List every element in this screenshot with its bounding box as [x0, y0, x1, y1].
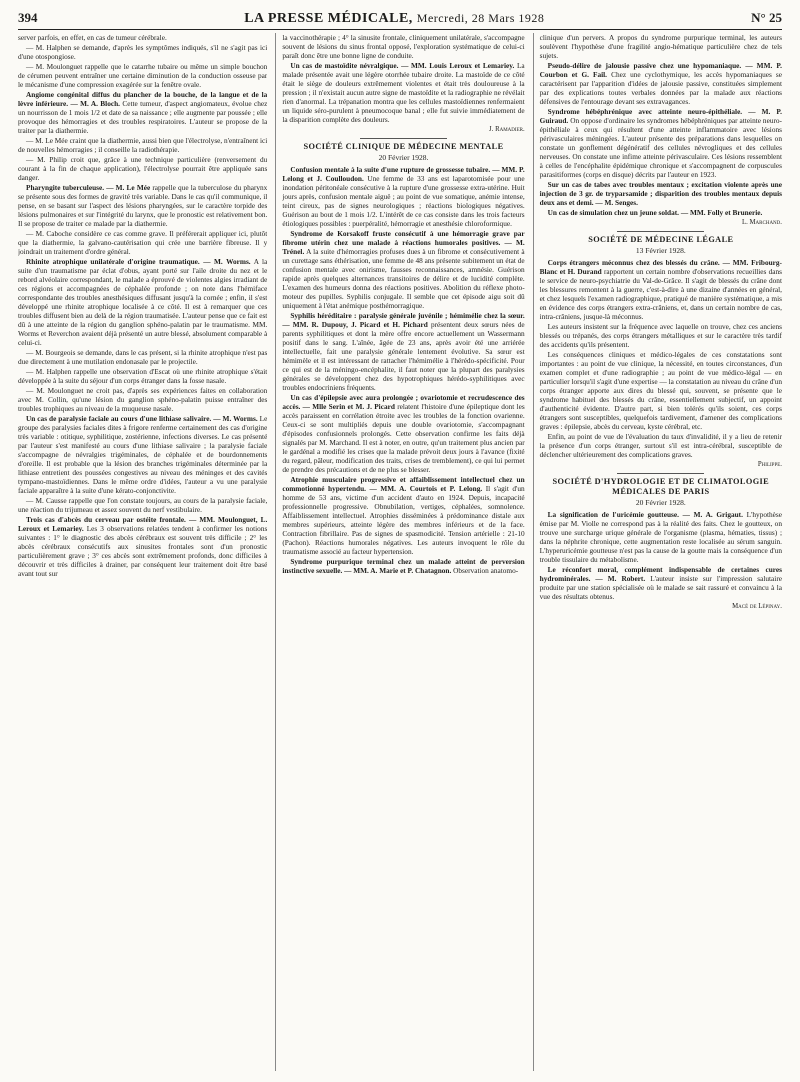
communication: [282, 165, 524, 228]
column-3: [533, 33, 782, 1071]
communication: [282, 311, 524, 392]
communication-body: A la suite d'un traumatisme par éclat d'obus, ayant porté sur l'aile droite du nez et le rebord alvéolaire correspondant, le malade a éprouvé de violentes algies irradiant de ces régions et accompagnées de céphalée profonde ; on note dans l'hémiface correspondante des troubles anesthésiques diffusant jusqu'à la cornée ; enfin, il s'est développé une rhinite atrophique localisée à ce côté. Il est à remarquer que ces troubles diffusent bien au delà de la région traumatisée. L'auteur pense que ce fait est dû à une atteinte de la région du ganglion sphéno-palatin par le traumatisme. MM. Worms et Reverchon avaient déjà présenté un autre blessé, absolument comparable à celui-ci.: [18, 257, 268, 347]
communication-title: Pseudo-délire de jalousie passive chez une hypomaniaque. — MM. P. Courbon et G. Fail.: [539, 61, 782, 79]
author-signature: Philippe.: [757, 461, 782, 468]
society-heading: SOCIÉTÉ D'HYDROLOGIE ET DE CLIMATOLOGIE MÉDICALES DE PARIS: [552, 477, 770, 496]
communication: [282, 61, 524, 124]
paragraph: la vaccinothérapie ; 4° la sinusite frontale, cliniquement unilatérale, s'accompagne souvent de lésions du sinus frontal opposé, l'exploration systématique de celui-ci paraît donc être une bonne ligne de conduite.: [282, 33, 525, 60]
communication-body: Le groupe des paralysies faciales dites à frigore renferme certainement des cas d'origine très variable : otitique, syphilitique, zostérienne, infections diverses. Le cas présenté par l'auteur s'est manifesté au cours d'une lithiase salivaire ; la paralysie faciale s'accompagne de névralgies trigéminales, de céphalée et de bourdonnements d'oreille. Il est probable que la lésion des branches trigéminales déterminée par la lithiase entretient des poussées congestives au niveau des méninges et des cavités tympano-mastoïdiennes. Dans le même ordre d'idées, l'auteur a vu une paralysie faciale apparaître à la suite d'une kérato-conjonctivite.: [18, 414, 268, 495]
communication-body: Les 3 observations relatées tendent à confirmer les notions suivantes : 1° le diagnostic des abcès cérébraux est souvent très difficile ; 2° les abcès cérébraux consécutifs aux sinusites frontales sont d'un pronostic particulièrement grave ; 3° ces abcès sont extrêmement profonds, donc difficiles à découvrir et très difficiles à drainer, par conséquent leur traitement doit être basé avant tout sur: [18, 524, 268, 578]
communication: [282, 557, 524, 575]
paragraph: Enfin, au point de vue de l'évaluation du taux d'invalidité, il y a lieu de retenir la présence d'un corps étranger, surtout s'il est intra-cérébral, susceptible de déclencher ultérieurement des complications graves.: [539, 432, 782, 459]
communication: [540, 565, 782, 601]
communication-body: L'hypothèse émise par M. Violle ne correspond pas à la réalité des faits. Chez le goutteux, on trouve une surcharge urique générale de l'organisme (plasma, hématies, tissus) ; dans la néphrite chronique, cette augmentation reste localisée au sérum sanguin. L'hyperuricémie goutteuse n'est pas la cause de la goutte mais la conséquence d'un trouble tissulaire du métabolisme.: [539, 510, 782, 564]
session-date: 13 Février 1928.: [635, 246, 686, 255]
communication: [540, 510, 782, 564]
communication-body: Observation anatomo-: [453, 566, 519, 575]
communication-body: Chez une cyclothymique, les accès hypomaniaques se caractérisent par l'apparition d'idées de jalousie passive, constituées simplement par des explications toutes verbales données par la malade aux réactions défensives de l'entourage devant ses extravagances.: [539, 70, 782, 106]
column-2: [275, 33, 524, 1071]
section-divider: [360, 138, 447, 139]
session-date: 20 Février 1928.: [378, 153, 429, 162]
paragraph: — M. Halphen se demande, d'après les symptômes indiqués, s'il ne s'agit pas ici d'une otospongiose.: [18, 43, 268, 61]
communication: [18, 90, 267, 135]
paragraph: Les conséquences cliniques et médico-légales de ces constatations sont importantes : au point de vue clinique, la nécessité, en toutes circonstances, d'un examen complet et d'une radiographie ; au point de vue médico-légal — en particulier lorsqu'il s'agit d'une expertise — la constatation au niveau du crâne d'un corps étranger apporte aux dires du blessé qui, souvent, se présente que le syndrome habituel des blessés du crâne, essentiellement subjectif, un appoint d'authenticité évidente. D'autre part, si bien tolérés qu'ils soient, ces corps étrangers sont susceptibles, quelquefois tardivement, d'amener des complications graves : épilepsie, abcès du cerveau, kyste cérébral, etc.: [539, 350, 782, 431]
communication-title: Syndrome hébéphrénique avec atteinte neuro-épithéliale. — M. P. Guiraud.: [539, 107, 782, 125]
communication: [540, 107, 782, 179]
author-signature: L. Marchand.: [741, 219, 782, 226]
issue-date: Mercredi, 28 Mars 1928: [416, 11, 545, 25]
session-date: 20 Février 1928.: [635, 498, 686, 507]
paragraph: clinique d'un pervers. A propos du syndrome purpurique terminal, les auteurs soulèvent l'hypothèse d'une fragilité angio-hématique particulière chez de tels sujets.: [539, 33, 782, 60]
communication: [540, 61, 782, 106]
journal-name: LA PRESSE MÉDICALE,: [244, 11, 413, 26]
communication: [540, 258, 782, 321]
issue-number: N° 25: [751, 10, 782, 25]
paragraph: — M. Moulonguet ne croit pas, d'après ses expériences faites en collaboration avec M. Collin, qu'une lésion du ganglion sphéno-palatin puisse entraîner des troubles trophiques au niveau de la muqueuse nasale.: [18, 386, 268, 413]
communication-title: Trois cas d'abcès du cerveau par ostéite frontale. — MM. Moulonguet, L. Leroux et Lemariey.: [18, 515, 268, 533]
communication-title: Syndrome purpurique terminal chez un malade atteint de perversion instinctive sexuelle. — MM. A. Marie et P. Chatagnon.: [282, 557, 525, 575]
communication-body: présentent deux sœurs nées de parents syphilitiques et dont la mère offre encore actuellement un Wassermann positif dans le sang. L'aînée, âgée de 23 ans, après avoir été une arriérée intellectuelle, fait une paralysie générale lentement évolutive. Sa sœur est hémimèle et il est intéressant de rattacher l'hémimélie à l'hérédo-spécificité. Pour ce qui est de la méningo-encéphalite, il faut noter que la plupart des paralysies générales se développent chez des hypotrophiques hérédo-syphilitiques avec troubles endocriniens fréquents.: [282, 320, 525, 392]
communication-title: Syphilis héréditaire : paralysie générale juvénile ; hémimélie chez la sœur. — MM. R. Dupouy, J. Picard et H. Pichard: [282, 311, 525, 329]
communication: [18, 515, 267, 578]
communication-title: La signification de l'uricémie goutteuse. — M. A. Grigaut.: [547, 510, 743, 519]
section-divider: [617, 473, 704, 474]
communication: [18, 257, 267, 347]
communication-title: Corps étrangers méconnus chez des blessés du crâne. — MM. Fribourg-Blanc et H. Durand: [539, 258, 782, 276]
communication-body: rappelle que la tuberculose du pharynx se présente sous des formes de gravité très variable. Dans le cas qu'il communique, il pense, en se basant sur l'aspect des lésions pharyngées, sur le caractère torpide des lésions pulmonaires et sur l'intégrité du larynx, que le pronostic est relativement bon. Il se propose de traiter ce malade par la diathermie.: [18, 183, 268, 228]
communication-title: Un cas de paralysie faciale au cours d'une lithiase salivaire. — M. Worms.: [26, 414, 258, 423]
communication-body: Cette tumeur, d'aspect angiomateux, évolue chez un nourrisson de 1 mois 1/2 et date de sa naissance ; elle augmente par poussée ; elle provoque des hémorragies et des troubles respiratoires. L'auteur se propose de la traiter par la diathermie.: [18, 99, 268, 135]
communication-body: Une femme de 33 ans est laparotomisée pour une inondation péritonéale consécutive à la rupture d'une grossesse extra-utérine. Huit jours après, confusion mentale aiguë ; au point de vue somatique, anémie intense, teint cireux, pas de signes neurologiques ; réactions biologiques négatives. Guérison au bout de 1 mois 1/2. L'intérêt de ce cas consiste dans les trois facteurs étiologiques possibles : puerpéralité, hémorragie et anesthésie chloroformique.: [282, 174, 525, 228]
journal-title: [244, 11, 544, 27]
communication-body: La malade présentée avait une légère otorrhée tubaire droite. La mastoïde de ce côté était le siège de douleurs extrêmement violentes et était très douloureuse à la pression ; il n'existait aucun autre signe de mastoïdite et la radiographie ne révélait rien d'anormal. La trépanation montra que les cellules mastoïdiennes renfermaient un liquide séro-purulent à pneumocoque banal ; elle fut suivie immédiatement de la disparition complète des douleurs.: [282, 61, 525, 124]
communication: [282, 393, 524, 474]
paragraph: — M. Caboche considère ce cas comme grave. Il préférerait appliquer ici, plutôt que la diathermie, la galvano-cautérisation qui crée une barrière fibreuse. Il y joindrait un traitement d'ordre général.: [18, 229, 268, 256]
communication-body: relatent l'histoire d'une épileptique dont les accès paraissent en corrélation étroite avec les troubles de la fonction ovarienne. Ceux-ci se sont multipliés depuis une double ovariotomie, s'accompagnant d'épisodes confusionnels prolongés. Cette observation confirme les faits déjà signalés par M. Marchand. Il est à noter, en outre, qu'un traitement plus ancien par le gardénal a modifié les crises que la malade prévoit deux jours à l'avance (fixité du regard, pâleur, modification des traits, crises de tremblement), ce qui lui permet de prendre des précautions et de ne plus se blesser.: [282, 402, 525, 474]
communication-body: On oppose d'ordinaire les syndromes hébéphréniques par atteinte neuro-épithéliale à ceux qui résultent d'une atteinte inflammatoire avec lésions périvasculaires méningées. L'auteur présente des préparations dans lesquelles on constate un gonflement dégénératif des cellules névrogliques et des cellules nerveuses. On constate une infime atteinte périvasculaire. Ces lésions ressemblent à celles de l'encéphalite épidémique chronique et s'accompagnent de corpuscules parasitiformes (corps en disque) décrits par l'auteur en 1923.: [539, 116, 782, 179]
communication-body: L'auteur insiste sur l'impression salutaire produite par une station spécialisée où le malade se sait rassuré et convaincu à la vue des résultats obtenus.: [539, 574, 782, 601]
communication: [282, 229, 524, 310]
paragraph: — M. Moulonguet rappelle que le catarrhe tubaire ou même un simple bouchon de cérumen peuvent entraîner une certaine diminution de la conduction osseuse par le mécanisme d'une compression exagérée sur la fenêtre ovale.: [18, 62, 268, 89]
society-heading: SOCIÉTÉ CLINIQUE DE MÉDECINE MENTALE: [303, 142, 504, 151]
communication-title: Sur un cas de tabes avec troubles mentaux ; excitation violente après une injection de 3 gr. de tryparsamide ; disparition des troubles mentaux depuis deux ans et demi. — M. Senges.: [539, 180, 782, 207]
section-divider: [617, 231, 704, 232]
paragraph: — M. Philip croit que, grâce à une technique particulière (renversement du courant à la fin de chaque application), l'électrolyse pourrait être appliquée sans danger.: [18, 155, 268, 182]
article-columns: [18, 33, 782, 1071]
communication-title: Atrophie musculaire progressive et affaiblissement intellectuel chez un commotionné hypertendu. — MM. A. Courtois et P. Lelong.: [282, 475, 525, 493]
communication-title: Un cas de simulation chez un jeune soldat. — MM. Folly et Brunerie.: [547, 208, 763, 217]
society-heading: SOCIÉTÉ DE MÉDECINE LÉGALE: [588, 235, 734, 244]
communication: [18, 414, 267, 495]
page-header: [18, 10, 782, 30]
communication-body: A la suite d'hémorragies profuses dues à un fibrome et consécutivement à un curettage sans éthérisation, une femme de 48 ans présente subitement un état de confusion mentale avec onirisme, fausses reconnaissances, amnésie. Guérison rapide après quelques alternances transitoires de délire et de lucidité complète. L'examen des humeurs donna des réactions positives. Abolition du réflexe photo-moteur des pupilles. Syphilis conjugale. Il semble que cet épisode aigu soit dû uniquement à l'état anémique posthémorragique.: [282, 247, 525, 310]
column-1: [18, 33, 267, 1071]
communication-title: Rhinite atrophique unilatérale d'origine traumatique. — M. Worms.: [26, 257, 251, 266]
paragraph: — M. Bourgeois se demande, dans le cas présent, si la rhinite atrophique n'est pas due directement à une mutilation endonasale par le projectile.: [18, 348, 268, 366]
communication: [18, 183, 267, 228]
page-number: 394: [18, 10, 38, 25]
communication-title: Un cas d'épilepsie avec aura prolongée ; ovariotomie et recrudescence des accès. — Mlle Serin et M. J. Picard: [282, 393, 525, 411]
communication-body: Il s'agit d'un homme de 53 ans, victime d'un accident d'auto en 1924. Depuis, incapacité professionnelle progressive. Obnubilation, vertiges, céphalées, somnolence. Affaiblissement intellectuel. Atrophies disséminées à prédominance distale aux membres supérieurs, atteinte légère des membres inférieurs et de la face. Contraction fibrillaire. Pas de signes de spasmodicité. Tension artérielle : 21-10 (Pachon). Réactions humorales négatives. Les auteurs invoquent le rôle du traumatisme associé au facteur hypertension.: [282, 484, 525, 556]
paragraph: server parfois, en effet, en cas de tumeur cérébrale.: [18, 33, 167, 42]
paragraph: — M. Causse rappelle que l'on constate toujours, au cours de la paralysie faciale, une réaction du trijumeau et assez souvent du nerf vestibulaire.: [18, 496, 268, 514]
paragraph: — M. Le Mée craint que la diathermie, aussi bien que l'électrolyse, n'entraînent ici de nouvelles hémorragies ; il conseille la radiothérapie.: [18, 136, 268, 154]
paragraph: — M. Halphen rappelle une observation d'Escat où une rhinite atrophique s'était développée à la suite du séjour d'un corps étranger dans la fosse nasale.: [18, 367, 268, 385]
communication-title: Pharyngite tuberculeuse. — M. Le Mée: [26, 183, 151, 192]
communication-title: Un cas de mastoïdite névralgique. — MM. Louis Leroux et Lemariey.: [290, 61, 515, 70]
communication: [282, 475, 524, 556]
communication-body: rapportent un certain nombre d'observations recueillies dans le service de neuro-psychiatrie du Val-de-Grâce. Il s'agit de blessés du crâne dont les blessures remontent à la guerre, c'est-à-dire à une dizaine d'années en général, et chez lesquels l'examen radiographique, pratiqué de manière systématique, a mis en évidence des corps étrangers extra-crâniens, et, dans un certain nombre de cas, intra-crâniens, jusque-là méconnus.: [539, 267, 782, 321]
communication-title: Confusion mentale à la suite d'une rupture de grossesse tubaire. — MM. P. Lelong et J. Coulloudon.: [282, 165, 525, 183]
author-signature: J. Ramadier.: [489, 126, 525, 133]
communication-title: Le réconfort moral, complément indispensable de certaines cures hydrominérales. — M. Robert.: [539, 565, 782, 583]
paragraph: Les auteurs insistent sur la fréquence avec laquelle on trouve, chez ces anciens blessés ou trépanés, des corps étrangers métalliques et sur le caractère très tardif des accidents qu'ils présentent.: [539, 322, 782, 349]
communication-title: Angiome congénital diffus du plancher de la bouche, de la langue et de la lèvre inférieure. — M. A. Bloch.: [18, 90, 268, 108]
communication-title: Syndrome de Korsakoff fruste consécutif à une hémorragie grave par fibrome utérin chez une malade à réactions humorales positives. — M. Trénel.: [282, 229, 525, 256]
author-signature: Macé de Lépinay.: [732, 603, 782, 610]
